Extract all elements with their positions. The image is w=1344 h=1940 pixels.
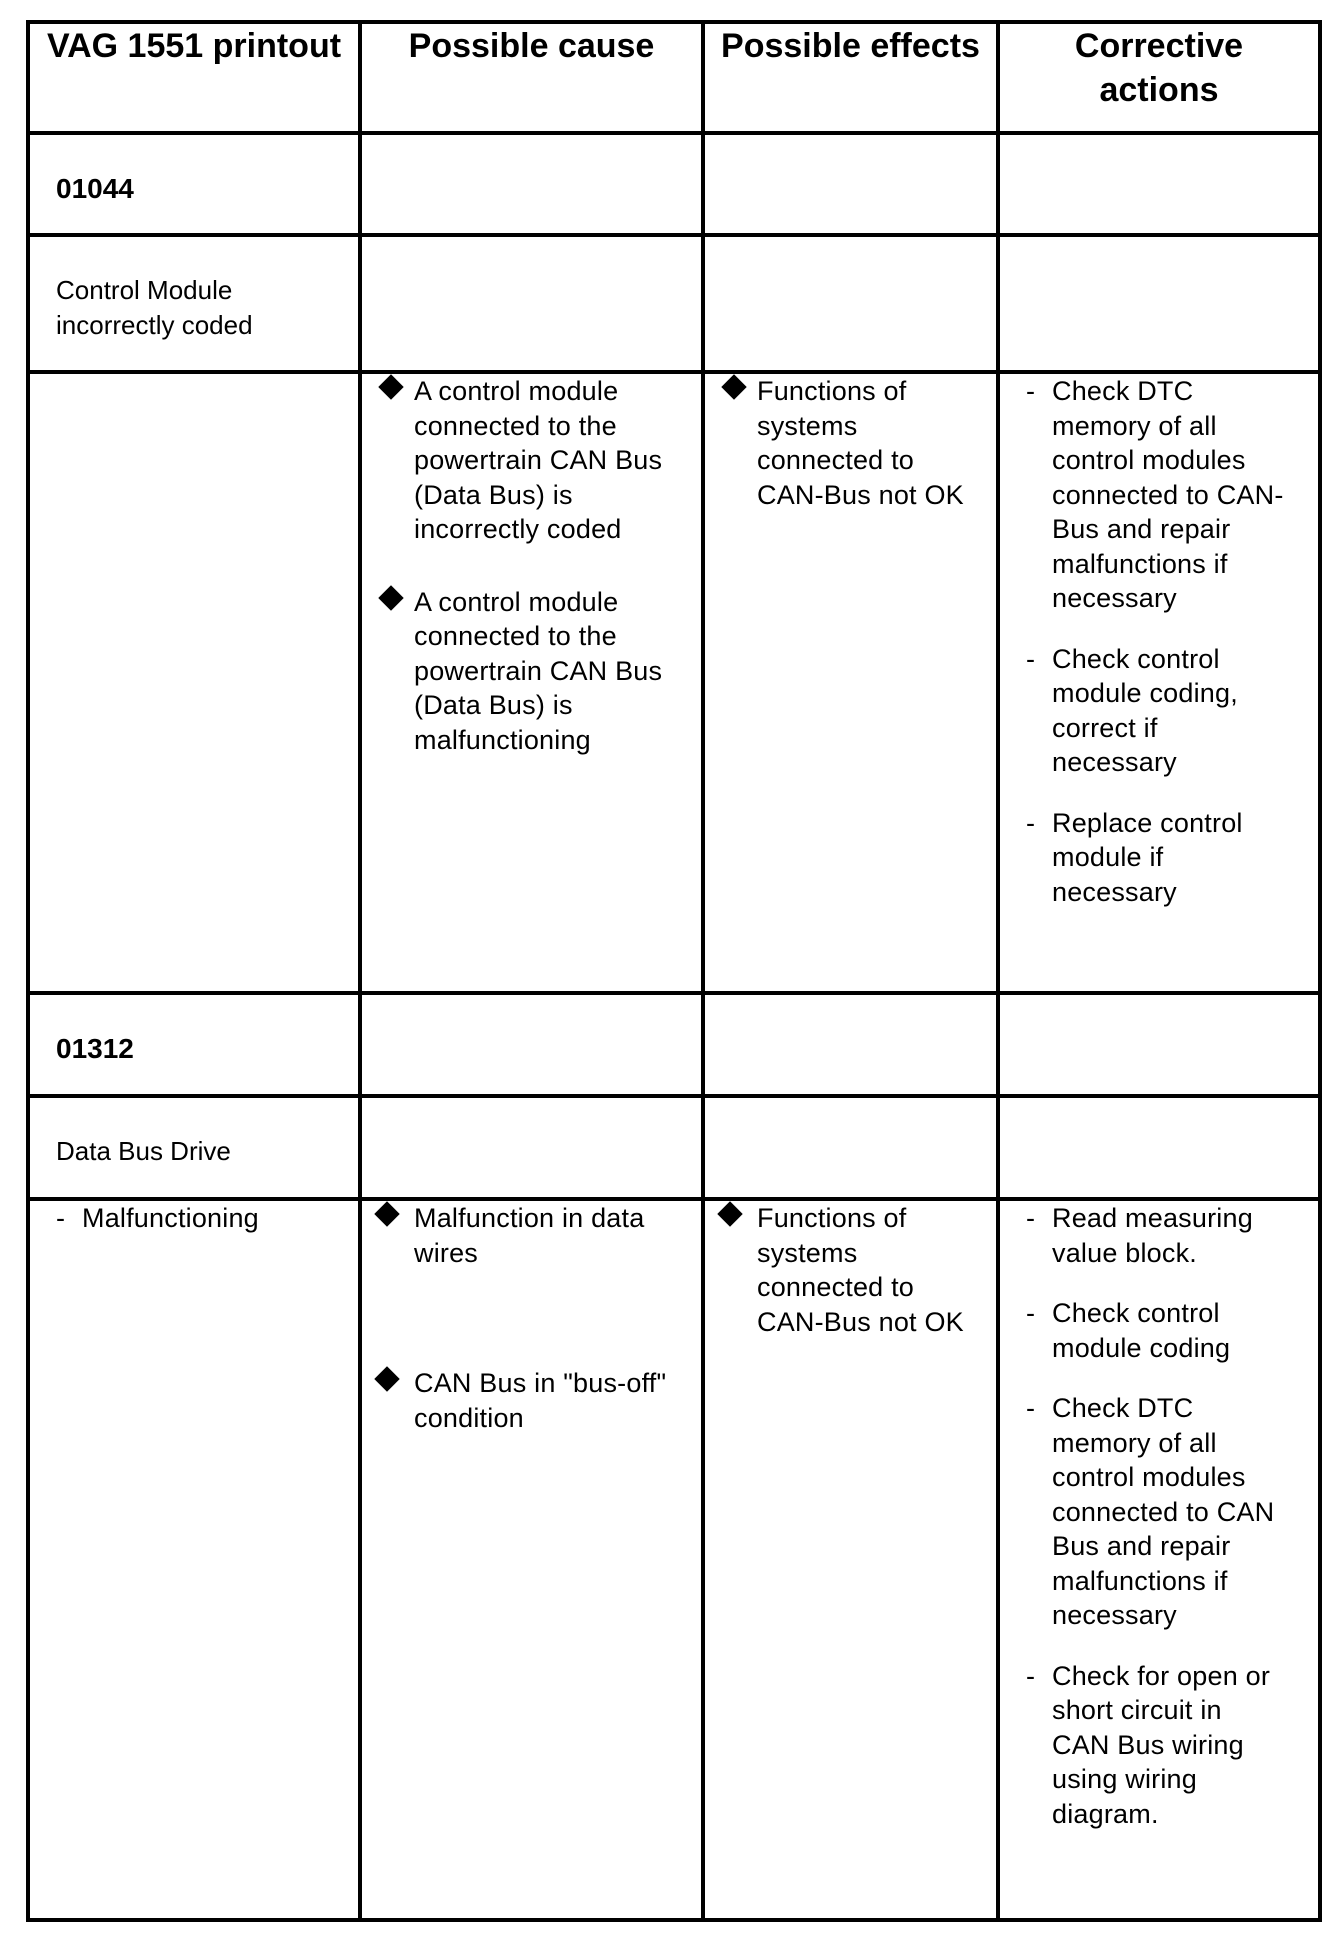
cause-cell: [360, 372, 703, 993]
cause-item: A control module connected to the powertrain CAN Bus (Data Bus) is malfunctioning: [362, 585, 679, 758]
header-printout: VAG 1551 printout: [28, 22, 360, 133]
cause-item: Malfunction in data wires: [362, 1201, 679, 1270]
header-actions: [998, 22, 1320, 133]
action-item: - Check DTC memory of all control modules connected to CAN-Bus and repair malfunctions if necessary: [1026, 376, 1284, 613]
action-cell: [998, 1199, 1320, 1920]
dtc-code: 01312: [56, 1033, 134, 1064]
action-item: - Check control module coding, correct if necessary: [1026, 643, 1238, 777]
code-row-1: [28, 133, 1320, 235]
diamond-bullet-icon: [378, 585, 403, 610]
action-item: - Replace control module if necessary: [1026, 807, 1243, 907]
sublabel-cell: [28, 1199, 360, 1920]
dtc-label: Control Module incorrectly coded: [56, 275, 253, 340]
dtc-code: 01044: [56, 173, 134, 204]
cause-item: CAN Bus in "bus-off" condition: [362, 1366, 679, 1435]
header-effects: Possible effects: [703, 22, 998, 133]
detail-row-2: [28, 1199, 1320, 1920]
code-row-2: [28, 993, 1320, 1096]
dtc-table: [26, 20, 1322, 1922]
action-item: - Check for open or short circuit in CAN Bus wiring using wiring diagram.: [1026, 1660, 1271, 1829]
action-item: - Check DTC memory of all control modules connected to CAN Bus and repair malfunctions if necessary: [1026, 1393, 1275, 1630]
cause-cell: [360, 1199, 703, 1920]
diamond-bullet-icon: [721, 374, 746, 399]
effect-cell: [703, 1199, 998, 1920]
effect-item: Functions of systems connected to CAN-Bus not OK: [705, 374, 987, 512]
action-item: - Read measuring value block.: [1026, 1203, 1253, 1268]
diamond-bullet-icon: [374, 1366, 399, 1391]
effect-cell: [703, 372, 998, 993]
header-cause: Possible cause: [360, 22, 703, 133]
action-item: - Check control module coding: [1026, 1298, 1231, 1363]
dtc-label: Data Bus Drive: [56, 1136, 231, 1166]
label-row-2: [28, 1096, 1320, 1199]
cause-item: A control module connected to the powertrain CAN Bus (Data Bus) is incorrectly coded: [362, 374, 679, 547]
diamond-bullet-icon: [374, 1201, 399, 1226]
label-row-1: [28, 235, 1320, 372]
header-row: [28, 22, 1320, 133]
diamond-bullet-icon: [717, 1201, 742, 1226]
header-actions-text: Corrective actions: [1074, 27, 1244, 109]
dtc-sublabel: - Malfunctioning: [56, 1203, 259, 1233]
effect-item: Functions of systems connected to CAN-Bus not OK: [705, 1201, 987, 1339]
action-cell: [998, 372, 1320, 993]
diamond-bullet-icon: [378, 374, 403, 399]
detail-row-1: [28, 372, 1320, 993]
